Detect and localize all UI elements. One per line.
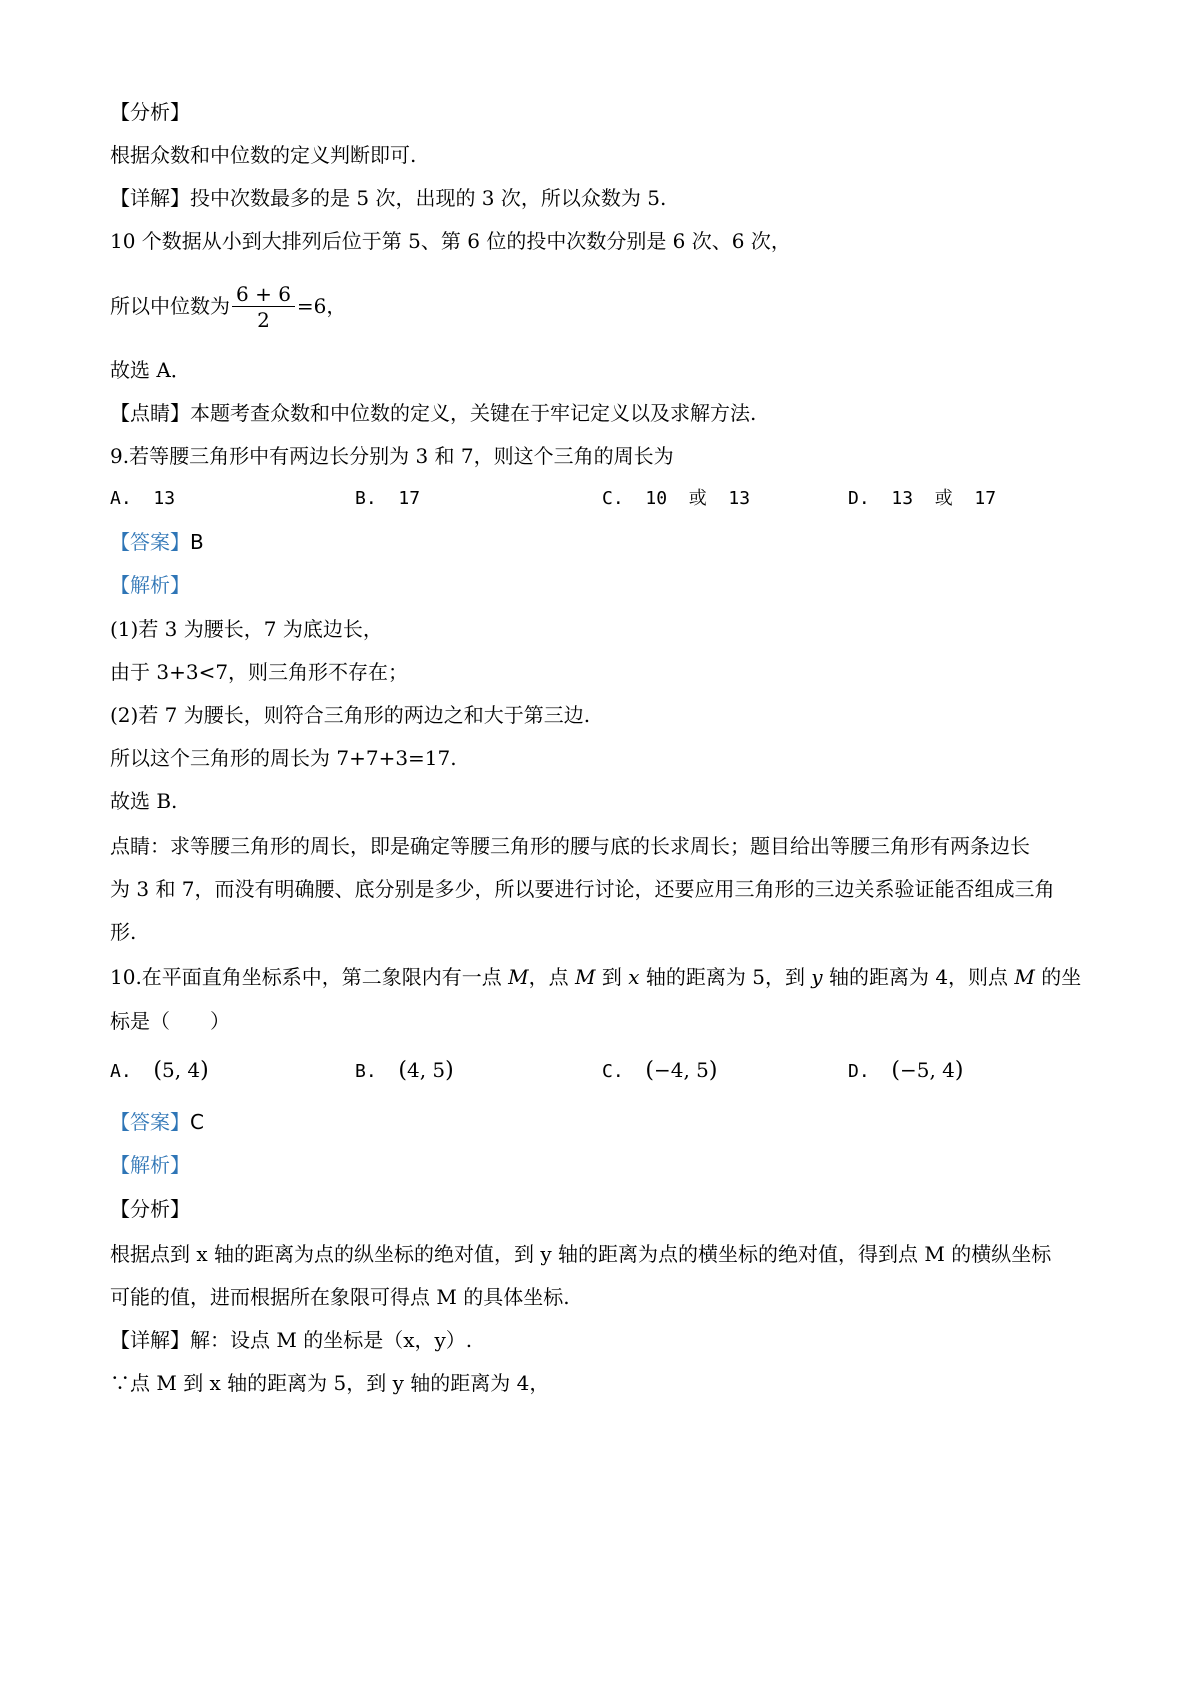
paren-left: ( (891, 1058, 900, 1083)
paren-left: ( (645, 1058, 654, 1083)
q10-stem-part: 到 (595, 965, 629, 989)
q10-option-c (602, 1054, 717, 1088)
median-fraction (232, 282, 295, 333)
q10-analysis-line: 可能的值，进而根据所在象限可得点 M 的具体坐标. (110, 1285, 570, 1309)
q9-comment-line: 为 3 和 7，而没有明确腰、底分别是多少，所以要进行讨论，还要应用三角形的三边关系验证能否组成三角 (110, 877, 1055, 901)
q9-option-b (355, 483, 420, 515)
q9-explain-line: 故选 B. (110, 789, 178, 813)
paren-left: ( (153, 1058, 162, 1083)
q10-y-axis: y (811, 965, 823, 989)
q9-comment-line: 点睛：求等腰三角形的周长，即是确定等腰三角形的腰与底的长求周长；题目给出等腰三角形有两条边长 (110, 834, 1030, 858)
q10-point-m: M (1014, 965, 1035, 989)
q9-explain-line: 所以这个三角形的周长为 7+7+3=17. (110, 746, 457, 770)
option-letter: B. (355, 1061, 377, 1082)
q10-option-b (355, 1054, 454, 1088)
q10-answer (110, 1108, 204, 1136)
explain-tag: 【解析】 (110, 1153, 190, 1177)
q10-because-line: ∵点 M 到 x 轴的距离为 5，到 y 轴的距离为 4， (110, 1371, 550, 1395)
q10-point-m: M (508, 965, 529, 989)
option-letter: D. (848, 1061, 870, 1082)
q9-option-a (110, 483, 175, 515)
detail-line (110, 184, 666, 212)
q10-analysis-line: 根据点到 x 轴的距离为点的纵坐标的绝对值，到 y 轴的距离为点的横坐标的绝对值，得到点 M 的横纵坐标 (110, 1242, 1052, 1266)
paren-right: ) (954, 1058, 964, 1083)
comment-text: 本题考查众数和中位数的定义，关键在于牢记定义以及求解方法. (190, 401, 757, 425)
median-line (110, 280, 346, 333)
answer-value: C (190, 1110, 204, 1134)
q9-answer (110, 528, 204, 556)
choose-answer-a: 故选 A． (110, 358, 191, 382)
median-numerator: 6 + 6 (236, 282, 291, 306)
option-letter: A. (110, 488, 132, 509)
paren-right: ) (708, 1058, 718, 1083)
q10-stem-part: 10.在平面直角坐标系中，第二象限内有一点 (110, 965, 509, 989)
paren-right: ) (445, 1058, 454, 1083)
q10-explain-heading (110, 1151, 190, 1179)
analysis-text: 根据众数和中位数的定义判断即可. (110, 143, 417, 167)
q10-point-m: M (575, 965, 596, 989)
detail-tag: 【详解】 (110, 186, 190, 210)
answer-tag: 【答案】 (110, 1110, 190, 1134)
q10-detail-line (110, 1326, 472, 1354)
q9-comment-line: 形. (110, 920, 137, 944)
median-suffix: =6， (296, 294, 347, 318)
q9-explain-line: (1)若 3 为腰长，7 为底边长， (110, 617, 383, 641)
q10-stem-part: 轴的距离为 5，到 (639, 965, 812, 989)
analysis-tag: 【分析】 (110, 100, 190, 124)
option-coordinate: −4, 5 (653, 1058, 709, 1082)
option-coordinate: −5, 4 (899, 1058, 955, 1082)
q10-stem (110, 963, 1081, 991)
explain-tag: 【解析】 (110, 573, 190, 597)
option-text: 17 (398, 488, 421, 509)
option-text: 13 或 17 (891, 488, 997, 509)
detail-tag: 【详解】 (110, 1328, 190, 1352)
q9-explain-heading (110, 571, 190, 599)
option-letter: A. (110, 1061, 132, 1082)
q9-option-c (602, 483, 750, 515)
detail-text: 投中次数最多的是 5 次，出现的 3 次，所以众数为 5. (190, 186, 667, 210)
comment-tag: 【点睛】 (110, 401, 190, 425)
median-denominator: 2 (257, 308, 270, 332)
q10-options (110, 1054, 1100, 1086)
q9-explain-line: (2)若 7 为腰长，则符合三角形的两边之和大于第三边. (110, 703, 591, 727)
q10-stem-part: ，点 (528, 965, 576, 989)
paren-left: ( (398, 1058, 407, 1083)
option-letter: C. (602, 488, 624, 509)
option-letter: D. (848, 488, 870, 509)
q10-stem-part: 轴的距离为 4，则点 (822, 965, 1015, 989)
q9-stem: 9.若等腰三角形中有两边长分别为 3 和 7，则这个三角的周长为 (110, 444, 674, 468)
q10-option-a (110, 1054, 209, 1088)
q10-stem-line2: 标是（ ） (110, 1009, 230, 1033)
q10-option-d (848, 1054, 963, 1088)
option-text: 13 (153, 488, 176, 509)
median-prefix: 所以中位数为 (110, 294, 230, 318)
data-sort-line: 10 个数据从小到大排列后位于第 5、第 6 位的投中次数分别是 6 次、6 次， (110, 229, 791, 253)
q9-option-d (848, 483, 996, 515)
option-coordinate: 4, 5 (406, 1058, 446, 1082)
q9-explain-line: 由于 3+3<7，则三角形不存在； (110, 660, 409, 684)
paren-right: ) (200, 1058, 209, 1083)
option-text: 10 或 13 (645, 488, 751, 509)
answer-tag: 【答案】 (110, 530, 190, 554)
q10-analysis-heading (110, 1195, 190, 1223)
analysis-tag: 【分析】 (110, 1197, 190, 1221)
answer-value: B (190, 530, 204, 554)
q10-x-axis: x (628, 965, 640, 989)
option-letter: B. (355, 488, 377, 509)
analysis-heading (110, 98, 190, 126)
option-letter: C. (602, 1061, 624, 1082)
option-coordinate: 5, 4 (161, 1058, 201, 1082)
detail-text: 解：设点 M 的坐标是（x，y）. (190, 1328, 473, 1352)
q9-options (110, 483, 1100, 515)
q10-stem-part: 的坐 (1034, 965, 1082, 989)
comment-line (110, 399, 756, 427)
